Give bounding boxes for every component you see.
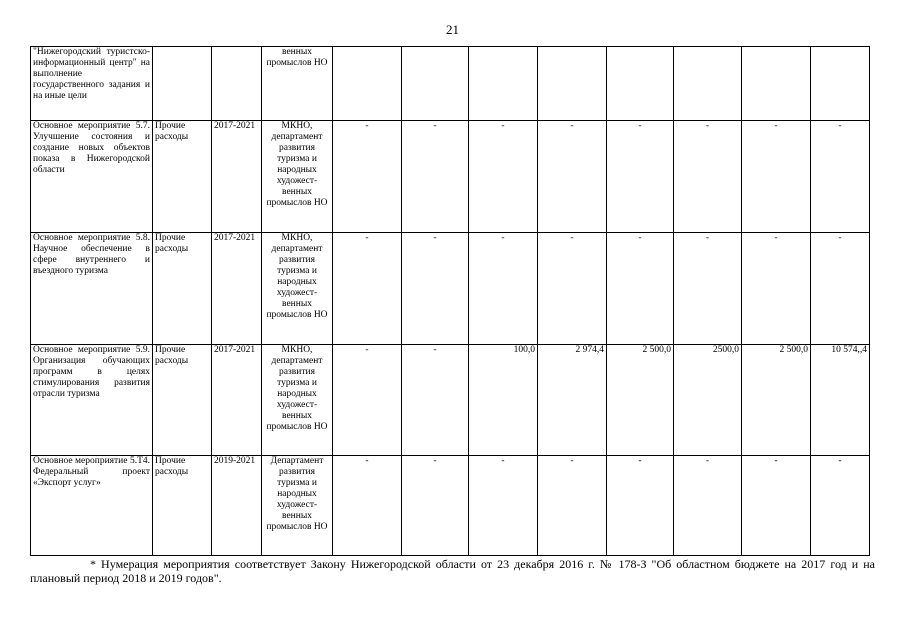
value-cell xyxy=(538,47,607,121)
value-cell: - xyxy=(402,345,469,456)
period-cell: 2017-2021 xyxy=(212,233,262,345)
value-cell: - xyxy=(811,121,870,233)
footnote: * Нумерация мероприятия соответствует Закону Нижегородской области от 23 декабря 2016 г. № 178-З "Об областном бюджете на 2017 год и на плановый период 2018 и 2019 годов". xyxy=(30,557,875,585)
executor-cell: венных промыслов НО xyxy=(262,47,333,121)
value-cell: - xyxy=(469,121,538,233)
page-number: 21 xyxy=(446,22,459,37)
executor-cell: МКНО, департамент развития туризма и народных художест-венных промыслов НО xyxy=(262,345,333,456)
value-cell: - xyxy=(607,233,674,345)
value-cell: 2 500,0 xyxy=(607,345,674,456)
executor-cell: Департамент развития туризма и народных художест-венных промыслов НО xyxy=(262,456,333,556)
table-row xyxy=(31,233,870,345)
value-cell: 2500,0 xyxy=(674,345,742,456)
value-cell: - xyxy=(674,456,742,556)
value-cell: - xyxy=(333,345,402,456)
value-cell: - xyxy=(469,456,538,556)
period-cell: 2017-2021 xyxy=(212,121,262,233)
value-cell: - xyxy=(402,121,469,233)
value-cell: - xyxy=(607,121,674,233)
value-cell: 10 574,,4 xyxy=(811,345,870,456)
value-cell xyxy=(742,47,811,121)
value-cell xyxy=(811,47,870,121)
value-cell: 2 500,0 xyxy=(742,345,811,456)
value-cell xyxy=(333,47,402,121)
value-cell: - xyxy=(538,456,607,556)
budget-table xyxy=(30,46,870,556)
measure-name-cell: Основное мероприятие 5.7. Улучшение состояния и создание новых объектов показа в Нижегородской области xyxy=(31,121,153,233)
value-cell: - xyxy=(742,233,811,345)
period-cell xyxy=(212,47,262,121)
value-cell: - xyxy=(742,121,811,233)
value-cell: - xyxy=(811,233,870,345)
value-cell xyxy=(607,47,674,121)
period-cell: 2017-2021 xyxy=(212,345,262,456)
value-cell: - xyxy=(742,456,811,556)
measure-name-cell: "Нижегородский туристско-информационный центр" на выполнение государственного задания и на иные цели xyxy=(31,47,153,121)
value-cell: - xyxy=(538,121,607,233)
expense-type-cell: Прочие расходы xyxy=(153,456,212,556)
value-cell xyxy=(402,47,469,121)
executor-cell: МКНО, департамент развития туризма и народных художест-венных промыслов НО xyxy=(262,121,333,233)
table-row xyxy=(31,456,870,556)
measure-name-cell: Основное мероприятие 5.8. Научное обеспечение в сфере внутреннего и въездного туризма xyxy=(31,233,153,345)
value-cell xyxy=(469,47,538,121)
value-cell xyxy=(674,47,742,121)
value-cell: - xyxy=(402,233,469,345)
expense-type-cell xyxy=(153,47,212,121)
value-cell: 100,0 xyxy=(469,345,538,456)
value-cell: - xyxy=(333,456,402,556)
table-row xyxy=(31,47,870,121)
value-cell: - xyxy=(538,233,607,345)
value-cell: - xyxy=(333,233,402,345)
value-cell: - xyxy=(469,233,538,345)
measure-name-cell: Основное мероприятие 5.9. Организация обучающих программ в целях стимулирования развития отрасли туризма xyxy=(31,345,153,456)
table-row xyxy=(31,121,870,233)
value-cell: - xyxy=(811,456,870,556)
value-cell: - xyxy=(607,456,674,556)
table-row xyxy=(31,345,870,456)
value-cell: - xyxy=(674,233,742,345)
executor-cell: МКНО, департамент развития туризма и народных художест-венных промыслов НО xyxy=(262,233,333,345)
value-cell: - xyxy=(333,121,402,233)
value-cell: - xyxy=(674,121,742,233)
value-cell: - xyxy=(402,456,469,556)
expense-type-cell: Прочие расходы xyxy=(153,233,212,345)
period-cell: 2019-2021 xyxy=(212,456,262,556)
expense-type-cell: Прочие расходы xyxy=(153,345,212,456)
measure-name-cell: Основное мероприятие 5.Т4. Федеральный проект «Экспорт услуг» xyxy=(31,456,153,556)
expense-type-cell: Прочие расходы xyxy=(153,121,212,233)
value-cell: 2 974,4 xyxy=(538,345,607,456)
